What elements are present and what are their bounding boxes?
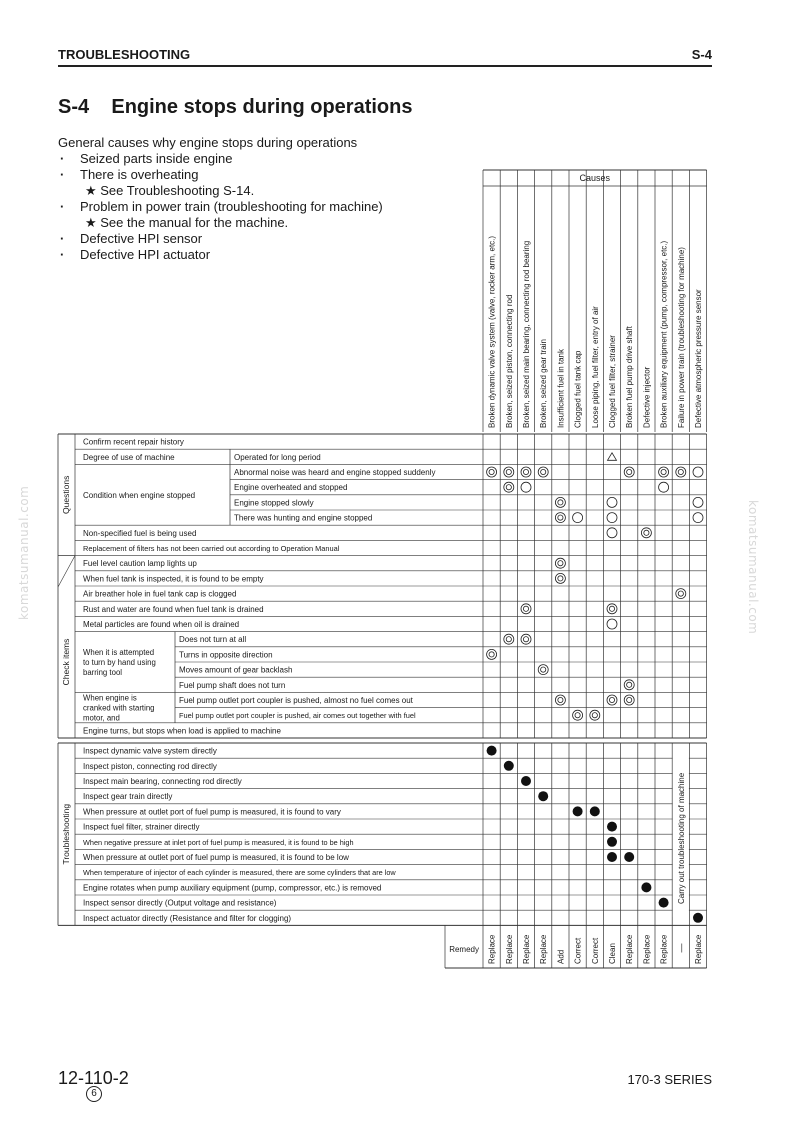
row-label: Metal particles are found when oil is drained: [83, 620, 240, 629]
filled-mark: [659, 898, 669, 908]
double-circle-mark-inner: [678, 469, 683, 474]
cause-label: Broken, seized gear train: [539, 339, 549, 428]
row-label: Replacement of filters has not been carried out according to Operation Manual: [83, 544, 340, 553]
filled-mark: [521, 776, 531, 786]
double-circle-mark: [521, 604, 531, 614]
row-label: Fuel pump outlet port coupler is pushed, almost no fuel comes out: [179, 696, 413, 705]
row-label: Air breather hole in fuel tank cap is clogged: [83, 589, 237, 599]
cause-label: Clogged fuel filter, strainer: [608, 335, 617, 428]
filled-mark: [607, 822, 617, 832]
row-label: Inspect fuel filter, strainer directly: [83, 822, 200, 832]
double-circle-mark-inner: [558, 500, 563, 505]
double-circle-mark-inner: [609, 697, 614, 702]
double-circle-mark-inner: [523, 606, 528, 611]
row-label: Does not turn at all: [179, 635, 247, 645]
row-label: Operated for long period: [234, 452, 321, 462]
machine-note: Carry out troubleshooting of machine: [676, 772, 686, 904]
series-label: 170-3 SERIES: [627, 1072, 712, 1087]
questions-label: Questions: [61, 475, 71, 514]
row-label: Inspect dynamic valve system directly: [83, 746, 217, 756]
triangle-mark: [608, 453, 617, 461]
remedy-value: Replace: [625, 934, 635, 964]
double-circle-mark: [607, 695, 617, 705]
circle-mark: [573, 513, 583, 523]
row-label: Engine rotates when pump auxiliary equipment (pump, compressor, etc.) is removed: [83, 883, 382, 893]
row-label: When negative pressure at inlet port of fuel pump is measured, it is found to be high: [83, 837, 354, 847]
double-circle-mark-inner: [627, 682, 632, 687]
double-circle-mark: [538, 665, 548, 675]
group-label: to turn by hand using: [83, 658, 156, 667]
double-circle-mark-inner: [627, 697, 632, 702]
filled-mark: [624, 852, 634, 862]
cause-label: Broken dynamic valve system (valve, rocker arm, etc.): [487, 235, 497, 428]
circle-mark: [693, 513, 703, 523]
intro-lead: General causes why engine stops during operations: [58, 135, 358, 150]
filled-mark: [573, 806, 583, 816]
row-label: When temperature of injector of each cylinder is measured, there are some cylinders that are low: [83, 868, 396, 878]
cause-label: Insufficient fuel in tank: [556, 348, 566, 428]
cause-label: Loose piping, fuel filter, entry of air: [590, 306, 600, 428]
remedy-value: Add: [556, 949, 566, 964]
row-label: There was hunting and engine stopped: [234, 513, 373, 523]
row-label: Inspect piston, connecting rod directly: [83, 761, 217, 771]
header-section: TROUBLESHOOTING: [58, 47, 191, 62]
revision-mark: 6: [86, 1086, 102, 1102]
remedy-label: Remedy: [449, 945, 479, 954]
header-code: S-4: [691, 47, 712, 62]
cause-label: Broken fuel pump drive shaft: [625, 326, 635, 428]
double-circle-mark: [521, 634, 531, 644]
circle-mark: [693, 497, 703, 507]
row-label: Non-specified fuel is being used: [83, 528, 197, 538]
double-circle-mark: [555, 558, 565, 568]
group-label: motor, and: [83, 713, 120, 723]
remedy-value: Replace: [504, 934, 514, 964]
double-circle-mark-inner: [541, 469, 546, 474]
filled-mark: [607, 837, 617, 847]
row-label: Inspect actuator directly (Resistance and filter for clogging): [83, 913, 292, 923]
row-label: Rust and water are found when fuel tank is drained: [83, 604, 264, 614]
double-circle-mark-inner: [558, 515, 563, 520]
double-circle-mark: [504, 482, 514, 492]
intro-note: ★ See Troubleshooting S-14.: [85, 183, 255, 198]
double-circle-mark: [538, 467, 548, 477]
double-circle-mark: [624, 467, 634, 477]
remedy-value: Replace: [539, 934, 549, 964]
double-circle-mark-inner: [678, 591, 683, 596]
cause-label: Defective atmospheric pressure sensor: [694, 289, 703, 428]
circle-mark: [607, 513, 617, 523]
question-check-diagonal: [58, 556, 75, 587]
double-circle-mark-inner: [558, 561, 563, 566]
row-label: Inspect gear train directly: [83, 792, 173, 802]
circle-mark: [693, 467, 703, 477]
double-circle-mark-inner: [558, 576, 563, 581]
troubleshooting-label: Troubleshooting: [61, 803, 71, 865]
group-label: When it is attempted: [83, 648, 155, 657]
double-circle-mark: [590, 710, 600, 720]
double-circle-mark: [659, 467, 669, 477]
intro-item: · Seized parts inside engine: [58, 151, 383, 167]
row-label: Fuel pump shaft does not turn: [179, 680, 286, 690]
double-circle-mark: [641, 528, 651, 538]
remedy-value: Replace: [694, 934, 703, 964]
double-circle-mark-inner: [523, 637, 528, 642]
group-label: When engine is: [83, 693, 137, 703]
filled-mark: [693, 913, 703, 923]
double-circle-mark-inner: [661, 469, 666, 474]
row-label: Inspect main bearing, connecting rod directly: [83, 777, 242, 786]
double-circle-mark: [555, 513, 565, 523]
double-circle-mark: [487, 649, 497, 659]
intro-item: · There is overheating: [58, 167, 383, 183]
row-label: Engine turns, but stops when load is applied to machine: [83, 726, 281, 736]
row-label: When pressure at outlet port of fuel pump is measured, it is found to vary: [83, 807, 341, 817]
double-circle-mark: [504, 467, 514, 477]
row-label: When pressure at outlet port of fuel pump is measured, it is found to be low: [83, 853, 349, 862]
cause-label: Clogged fuel tank cap: [573, 350, 583, 428]
intro-item: · Problem in power train (troubleshooting for machine): [58, 199, 383, 215]
row-label: Engine stopped slowly: [234, 498, 314, 508]
double-circle-mark: [521, 467, 531, 477]
filled-mark: [487, 746, 497, 756]
row-label: Fuel level caution lamp lights up: [83, 559, 197, 569]
double-circle-mark-inner: [506, 637, 511, 642]
double-circle-mark-inner: [627, 469, 632, 474]
double-circle-mark: [676, 589, 686, 599]
circle-mark: [521, 482, 531, 492]
double-circle-mark: [555, 695, 565, 705]
filled-mark: [641, 882, 651, 892]
double-circle-mark: [624, 695, 634, 705]
remedy-value: Correct: [573, 937, 583, 964]
remedy-value: —: [675, 943, 686, 953]
remedy-value: Clean: [608, 943, 617, 964]
double-circle-mark-inner: [489, 652, 494, 657]
page-number: 12-110-2: [58, 1068, 129, 1088]
remedy-value: Replace: [487, 934, 497, 964]
intro-item: · Defective HPI sensor: [58, 231, 383, 247]
watermark-right: komatsumanual.com: [746, 500, 760, 635]
cause-label: Failure in power train (troubleshooting for machine): [676, 247, 686, 428]
double-circle-mark: [555, 573, 565, 583]
double-circle-mark-inner: [592, 713, 597, 718]
double-circle-mark-inner: [506, 485, 511, 490]
double-circle-mark-inner: [523, 469, 528, 474]
double-circle-mark-inner: [575, 713, 580, 718]
row-label: Engine overheated and stopped: [234, 483, 348, 493]
group-label: barring tool: [83, 668, 123, 677]
double-circle-mark-inner: [609, 606, 614, 611]
double-circle-mark: [555, 497, 565, 507]
double-circle-mark-inner: [506, 469, 511, 474]
double-circle-mark: [487, 467, 497, 477]
double-circle-mark: [624, 680, 634, 690]
intro-item: · Defective HPI actuator: [58, 247, 383, 263]
filled-mark: [607, 852, 617, 862]
group-label: Degree of use of machine: [83, 452, 175, 462]
page-title: S-4 Engine stops during operations: [58, 96, 413, 118]
circle-mark: [607, 528, 617, 538]
row-label: Inspect sensor directly (Output voltage and resistance): [83, 898, 277, 908]
remedy-value: Replace: [642, 934, 652, 964]
remedy-value: Replace: [522, 934, 531, 964]
check-items-label: Check items: [61, 638, 71, 686]
row-label: Fuel pump outlet port coupler is pushed, air comes out together with fuel: [179, 711, 416, 721]
intro-note: ★ See the manual for the machine.: [85, 215, 289, 230]
causes-header-label: Causes: [579, 173, 611, 183]
circle-mark: [659, 482, 669, 492]
row-label: Moves amount of gear backlash: [179, 665, 293, 675]
cause-label: Defective injector: [642, 366, 652, 428]
cause-label: Broken auxiliary equipment (pump, compressor, etc.): [659, 240, 669, 428]
double-circle-mark-inner: [489, 469, 494, 474]
double-circle-mark: [504, 634, 514, 644]
row-label: Turns in opposite direction: [179, 650, 273, 660]
double-circle-mark: [573, 710, 583, 720]
double-circle-mark-inner: [541, 667, 546, 672]
watermark-left: komatsumanual.com: [17, 485, 31, 620]
group-label: Condition when engine stopped: [83, 490, 196, 500]
filled-mark: [538, 791, 548, 801]
row-label: Abnormal noise was heard and engine stopped suddenly: [234, 468, 436, 477]
remedy-value: Replace: [659, 934, 669, 964]
row-label: Confirm recent repair history: [83, 437, 184, 447]
double-circle-mark: [676, 467, 686, 477]
row-label: When fuel tank is inspected, it is found to be empty: [83, 574, 264, 584]
group-label: cranked with starting: [83, 703, 155, 713]
double-circle-mark: [607, 604, 617, 614]
cause-label: Broken, seized main bearing, connecting rod bearing: [522, 240, 531, 428]
filled-mark: [590, 806, 600, 816]
filled-mark: [504, 761, 514, 771]
cause-label: Broken, seized piston, connecting rod: [504, 294, 514, 428]
double-circle-mark-inner: [644, 530, 649, 535]
remedy-value: Correct: [590, 937, 600, 964]
circle-mark: [607, 497, 617, 507]
double-circle-mark-inner: [558, 697, 563, 702]
circle-mark: [607, 619, 617, 629]
